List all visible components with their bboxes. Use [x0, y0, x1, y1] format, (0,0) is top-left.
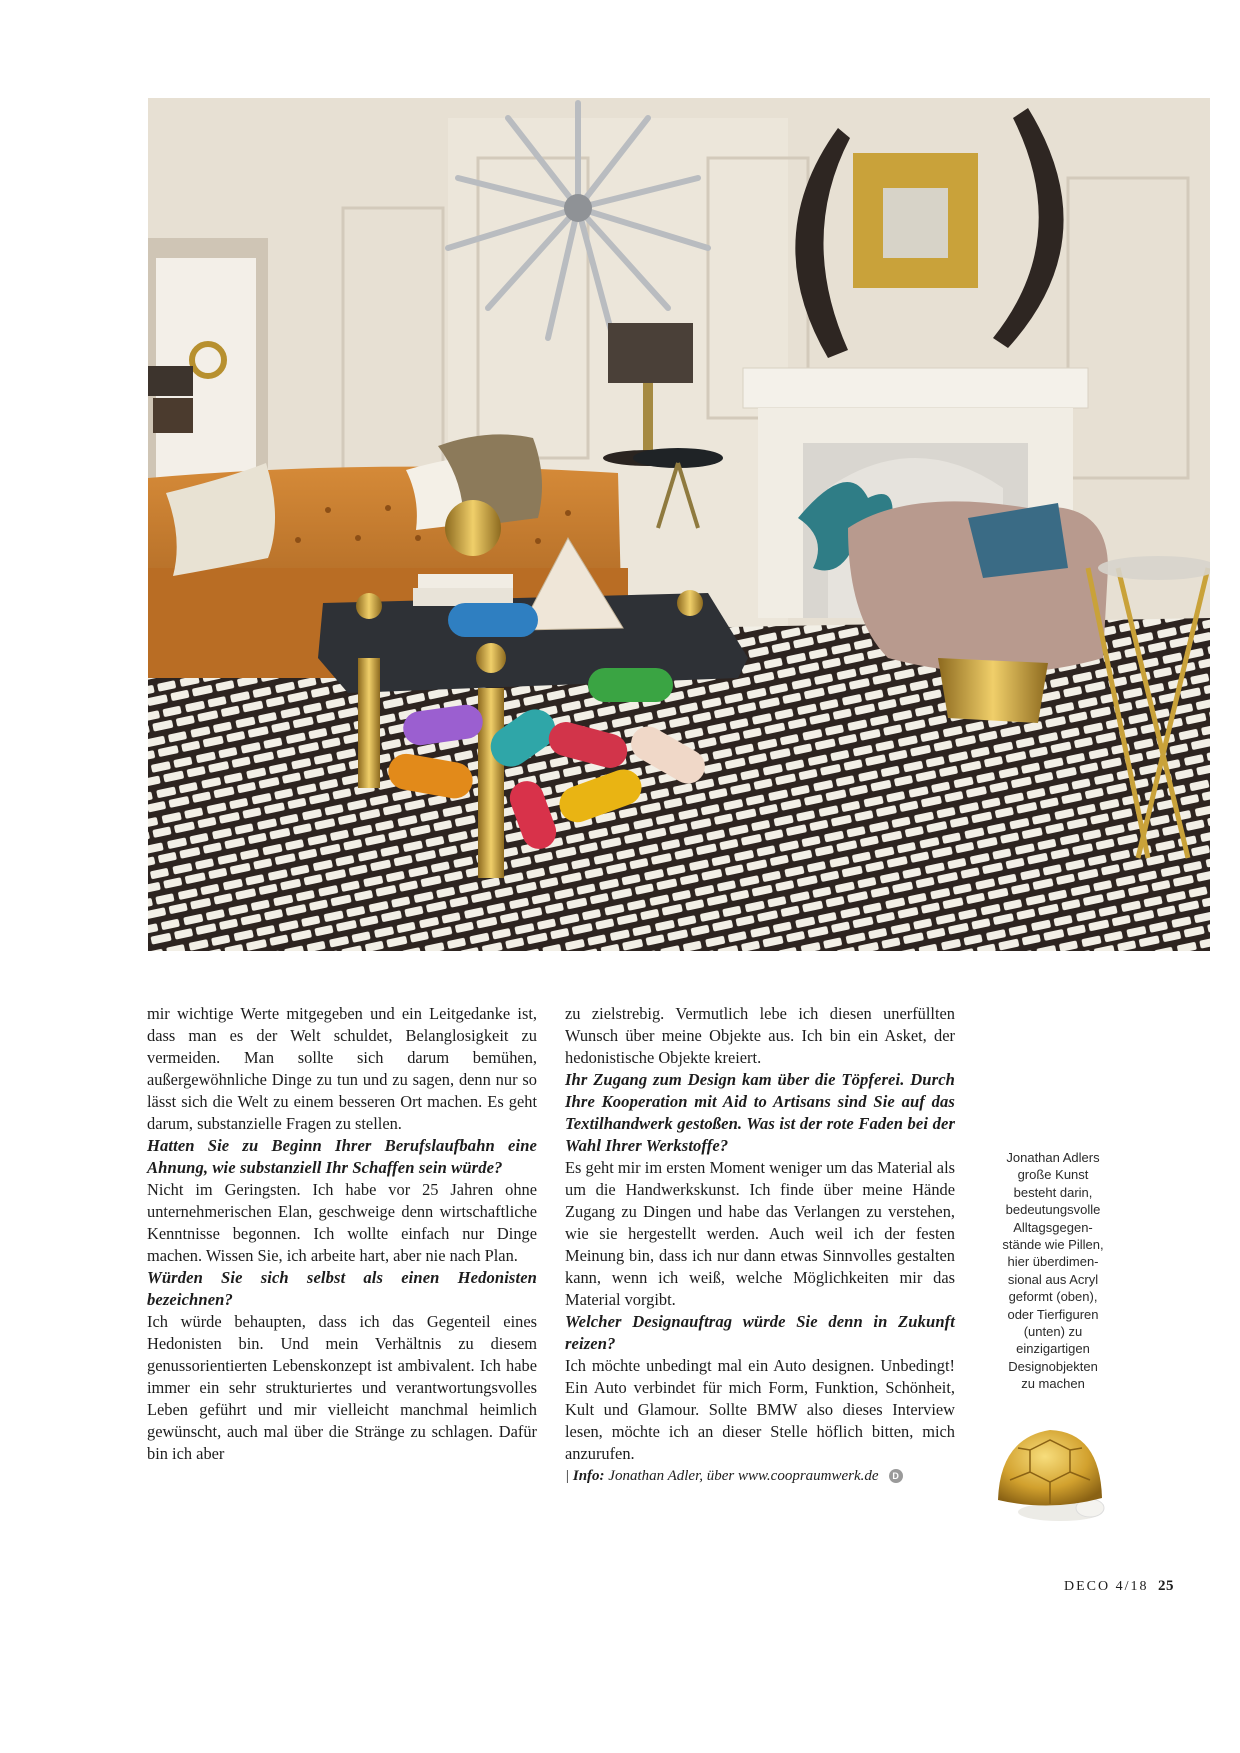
article-column-2 [565, 1003, 955, 1487]
interview-question: Würden Sie sich selbst als einen Hedonisten bezeichnen? [147, 1268, 537, 1309]
answer-paragraph: Nicht im Geringsten. Ich habe vor 25 Jahren ohne unternehmerischen Elan, geschweige denn wirtschaftliche Kenntnisse begonnen. Ich wollte einfach nur Dinge machen. Wissen Sie, ich arbeite hart, aber nie nach Plan. [147, 1180, 537, 1265]
interview-question: Ihr Zugang zum Design kam über die Töpferei. Durch Ihre Kooperation mit Aid to Artisans sind Sie auf das Textilhandwerk gestoßen. Was ist der rote Faden bei der Wahl Ihrer Werkstoffe? [565, 1070, 955, 1155]
caption-line: hier überdimen- [1007, 1254, 1099, 1270]
caption-line: Designobjekten [1008, 1358, 1098, 1374]
info-prefix: | [565, 1468, 573, 1484]
turtle-illustration [990, 1420, 1112, 1524]
answer-paragraph: zu zielstrebig. Vermutlich lebe ich diesen unerfüllten Wunsch über meine Objekte aus. Ich bin ein Asket, der hedonistische Objekte kreiert. [565, 1004, 955, 1067]
answer-paragraph: Ich möchte unbedingt mal ein Auto designen. Unbedingt! Ein Auto verbindet für mich Form, Funktion, Schönheit, Kult und Glamour. Sollte BMW also dieses Interview lesen, möchte ich an dieser Stelle höflich bitten, mich anzurufen. [565, 1356, 955, 1463]
gold-turtle-image [990, 1420, 1112, 1524]
info-line [565, 1465, 955, 1487]
caption-line: oder Tierfiguren [1007, 1306, 1099, 1322]
magazine-issue: DECO 4/18 [1064, 1579, 1149, 1594]
page-folio [1064, 1578, 1174, 1595]
caption-line: zu machen [1021, 1376, 1085, 1392]
caption-line: stände wie Pillen, [1002, 1237, 1104, 1253]
living-room-illustration [148, 98, 1210, 951]
caption-line: große Kunst [1017, 1167, 1089, 1183]
interview-question: Welcher Designauftrag würde Sie denn in Zukunft reizen? [565, 1312, 955, 1353]
answer-paragraph: mir wichtige Werte mitgegeben und ein Leitgedanke ist, dass man es der Welt schuldet, Belanglosigkeit zu vermeiden. Man sollte sich darum bemühen, außergewöhnliche Dinge zu tun und zu sagen, denn nur so lässt sich die Welt zu einem besseren Ort machen. Es geht darum, substanzielle Fragen zu stellen. [147, 1004, 537, 1133]
answer-paragraph: Ich würde behaupten, dass ich das Gegenteil eines Hedonisten bin. Und mein Verhältnis zu diesem genussorientierten Lebenskonzept ist ambivalent. Ich habe immer ein sehr strukturiertes und verantwortungsvolles Leben geführt und mir vielleicht manchmal heimlich gewünscht, auch mal über die Stränge zu schlagen. Dafür bin ich aber [147, 1312, 537, 1463]
interview-question: Hatten Sie zu Beginn Ihrer Berufslaufbahn eine Ahnung, wie substanziell Ihr Schaffen sein würde? [147, 1136, 537, 1177]
caption-line: Alltagsgegen- [1013, 1219, 1093, 1235]
caption-line: Jonathan Adlers [1006, 1150, 1100, 1165]
article-column-1 [147, 1003, 537, 1465]
page-number: 25 [1158, 1578, 1174, 1594]
caption-line: (unten) zu [1023, 1324, 1083, 1340]
caption-line: sional aus Acryl [1007, 1271, 1099, 1287]
caption-line: bedeutungsvolle [1005, 1202, 1101, 1218]
interior-photo [148, 98, 1210, 951]
info-label: Info: [572, 1468, 605, 1484]
caption-line: besteht darin, [1013, 1184, 1093, 1200]
caption-line: einzigartigen [1016, 1341, 1090, 1357]
answer-paragraph: Es geht mir im ersten Moment weniger um das Material als um die Handwerkskunst. Ich finde über meine Hände Zugang zu Dingen und habe das Verlangen zu verstehen, wie sie hergestellt werden. Auch weil ich der festen Meinung bin, dass ich nur dann etwas Sinnvolles gestalten kann, wenn ich weiß, welche Möglichkeiten mir das Material vorgibt. [565, 1158, 955, 1309]
info-text: Jonathan Adler, über www.coopraumwerk.de [604, 1468, 879, 1484]
caption-line: geformt (oben), [1008, 1289, 1098, 1305]
photo-caption [978, 1149, 1128, 1393]
end-mark-icon: D [889, 1469, 903, 1483]
